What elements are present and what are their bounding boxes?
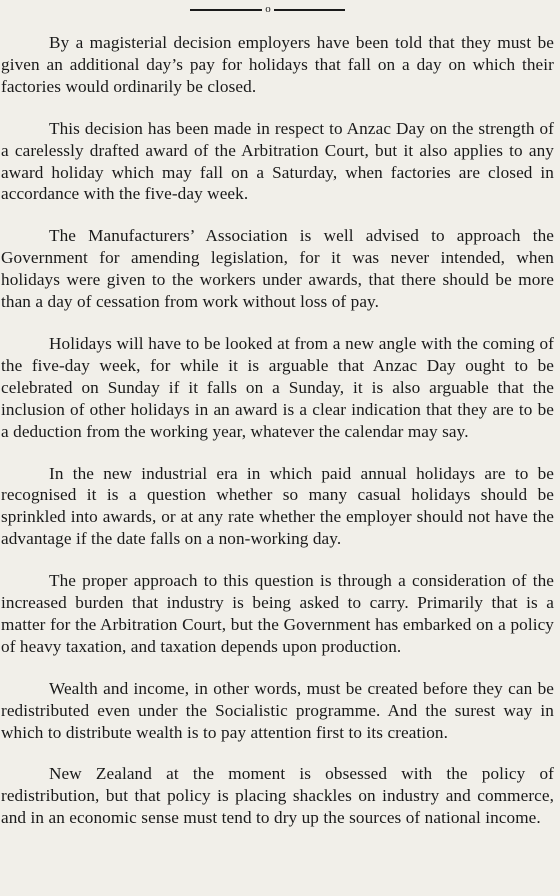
divider-line-left — [190, 9, 262, 11]
paragraph-3: The Manufacturers’ Association is well advised to approach the Government for amending legislation, for it was never intended, when holidays were given to the workers under awards, that there should be more than a day of cessation from work without loss of pay. — [1, 226, 554, 312]
section-divider — [190, 4, 345, 14]
divider-ornament: o — [265, 3, 271, 15]
paragraph-4: Holidays will have to be looked at from a new angle with the coming of the five-day week, for while it is arguable that Anzac Day ought to be celebrated on Sunday if it falls on a Sunday, it is also arguable that the inclusion of other holidays in an award is a clear indication that they are to be a deduction from the working year, whatever the calendar may say. — [1, 333, 554, 441]
paragraph-2: This decision has been made in respect to Anzac Day on the strength of a carelessly drafted award of the Arbitration Court, but it also applies to any award holiday which may fall on a Saturday, when factories are closed in accordance with the five-day week. — [1, 118, 554, 204]
paragraph-6: The proper approach to this question is through a consideration of the increased burden that industry is being asked to carry. Primarily that is a matter for the Arbitration Court, but the Government has embarked on a policy of heavy taxation, and taxation depends upon production. — [1, 571, 554, 656]
paragraph-1: By a magisterial decision employers have been told that they must be given an additional day’s pay for holidays that fall on a day on which their factories would ordinarily be closed. — [1, 33, 554, 96]
paragraph-5: In the new industrial era in which paid annual holidays are to be recognised it is a question whether so many casual holidays should be sprinkled into awards, or at any rate whether the employer should not have the advantage if the date falls on a non-working day. — [1, 463, 554, 549]
divider-line-right — [274, 9, 345, 11]
paragraph-7: Wealth and income, in other words, must be created before they can be redistributed even under the Socialistic programme. And the surest way in which to distribute wealth is to pay attention first to its creation. — [1, 678, 554, 742]
paragraph-8: New Zealand at the moment is obsessed with the policy of redistribution, but that policy is placing shackles on industry and commerce, and in an economic sense must tend to dry up the sources of national income. — [1, 764, 554, 828]
editorial-article — [1, 32, 554, 849]
